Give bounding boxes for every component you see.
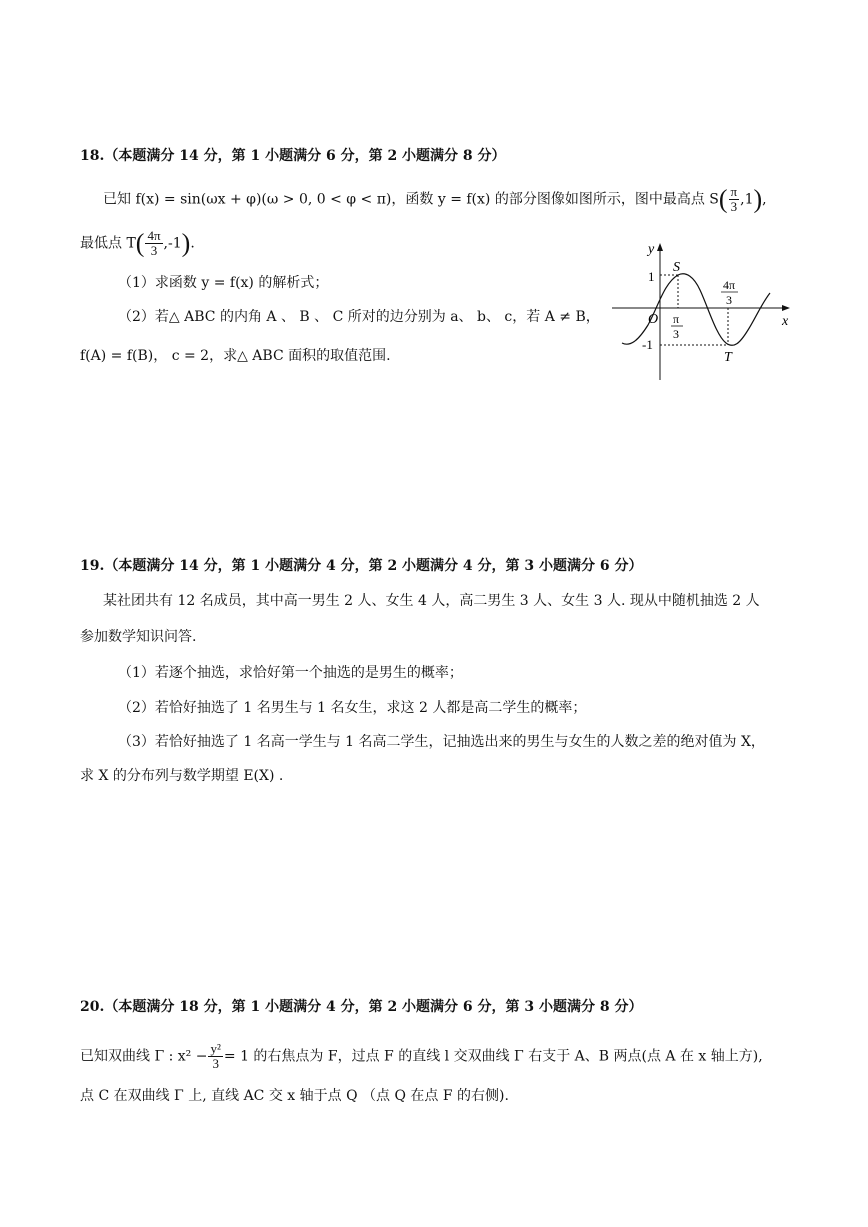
fourpi3-num: 4π xyxy=(723,278,736,292)
q19-part3-line1: （3）若恰好抽选了 1 名高一学生与 1 名高二学生，记抽选出来的男生与女生的人数之差的绝对值为 X， xyxy=(118,734,765,750)
q19-stem-line1: 某社团共有 12 名成员，其中高一男生 2 人、女生 4 人，高二男生 3 人、女生 3 人. 现从中随机抽选 2 人 xyxy=(103,593,760,609)
q20-header: 20.（本题满分 18 分，第 1 小题满分 4 分，第 2 小题满分 6 分，第 3 小题满分 8 分） xyxy=(80,999,643,1015)
T-frac-den: 3 xyxy=(150,243,158,258)
q18-header: 18.（本题满分 14 分，第 1 小题满分 6 分，第 2 小题满分 8 分） xyxy=(80,148,506,164)
tick-one-label: 1 xyxy=(648,269,655,284)
S-y-value: ,1 xyxy=(740,191,754,208)
q19-header: 19.（本题满分 14 分，第 1 小题满分 4 分，第 2 小题满分 4 分，第 3 小题满分 6 分） xyxy=(80,558,643,574)
S-point-label: S xyxy=(673,260,680,275)
q18-stem-line1: 已知 f(x) = sin(ωx + φ)(ω > 0, 0 < φ < π)，函数 y = f(x) 的部分图像如图所示，图中最高点 S( $\frac{\pi}{3}$ ,1), xyxy=(103,184,767,214)
x-axis-arrow xyxy=(782,305,790,311)
q18-part1: （1）求函数 y = f(x) 的解析式； xyxy=(118,275,329,291)
origin-label: O xyxy=(648,312,659,327)
y-axis-label: y xyxy=(648,242,655,257)
y-axis-arrow xyxy=(657,243,663,251)
paren-open: ( xyxy=(718,184,728,214)
paren-close: ) xyxy=(753,184,763,214)
q18-part2-line1: （2）若△ ABC 的内角 A 、 B 、 C 所对的边分别为 a、 b、 c，若 A ≠ B， xyxy=(118,309,600,325)
q18-T-x-fraction xyxy=(145,229,162,258)
T-y-value: ,-1 xyxy=(163,235,182,252)
pi3-den: 3 xyxy=(673,327,679,341)
q18-S-x-fraction xyxy=(729,185,740,214)
sine-graph xyxy=(600,235,800,385)
T-point-label: T xyxy=(724,350,732,365)
x-axis-label: x xyxy=(782,314,789,329)
fourpi3-den: 3 xyxy=(726,293,732,307)
q18-stem-line2: 最低点 T( $\frac{4\pi}{3}$ ,-1). xyxy=(80,228,195,258)
q18-stem-text: 已知 f(x) = sin(ωx + φ)(ω > 0, 0 < φ < π)，函数 y = f(x) 的部分图像如图所示，图中最高点 S xyxy=(103,191,719,208)
S-frac-den: 3 xyxy=(730,199,738,214)
T-frac-num: 4π xyxy=(147,228,161,243)
q20-stem-rest: = 1 的右焦点为 F，过点 F 的直线 l 交双曲线 Γ 右支于 A、B 两点(点 A 在 x 轴上方), xyxy=(223,1048,763,1065)
q20-stem-line2: 点 C 在双曲线 Γ 上, 直线 AC 交 x 轴于点 Q （点 Q 在点 F 的右侧). xyxy=(80,1088,509,1104)
q19-stem-line2: 参加数学知识问答. xyxy=(80,629,197,645)
q20-frac-num: y² xyxy=(210,1041,221,1056)
q18-part2-line2: f(A) = f(B)， c = 2，求△ ABC 面积的取值范围. xyxy=(80,348,391,364)
pi3-num: π xyxy=(673,312,680,326)
q18-lowpoint-text: 最低点 T xyxy=(80,235,136,252)
q20-stem-line1 xyxy=(80,1042,763,1071)
q20-y2-over-3-fraction xyxy=(208,1042,222,1071)
S-frac-num: π xyxy=(730,184,738,199)
paren-open: ( xyxy=(135,228,145,258)
sine-curve xyxy=(622,274,770,346)
tick-neg-one-label: -1 xyxy=(642,337,653,352)
paren-close: ) xyxy=(181,228,191,258)
q19-part2: （2）若恰好抽选了 1 名男生与 1 名女生，求这 2 人都是高二学生的概率； xyxy=(118,700,587,716)
q20-hyperbola-lhs: 已知双曲线 Γ : x² − xyxy=(80,1048,208,1065)
q20-frac-den: 3 xyxy=(212,1056,219,1071)
q19-part3-line2: 求 X 的分布列与数学期望 E(X) . xyxy=(80,768,284,784)
q19-part1: （1）若逐个抽选，求恰好第一个抽选的是男生的概率； xyxy=(118,665,463,681)
